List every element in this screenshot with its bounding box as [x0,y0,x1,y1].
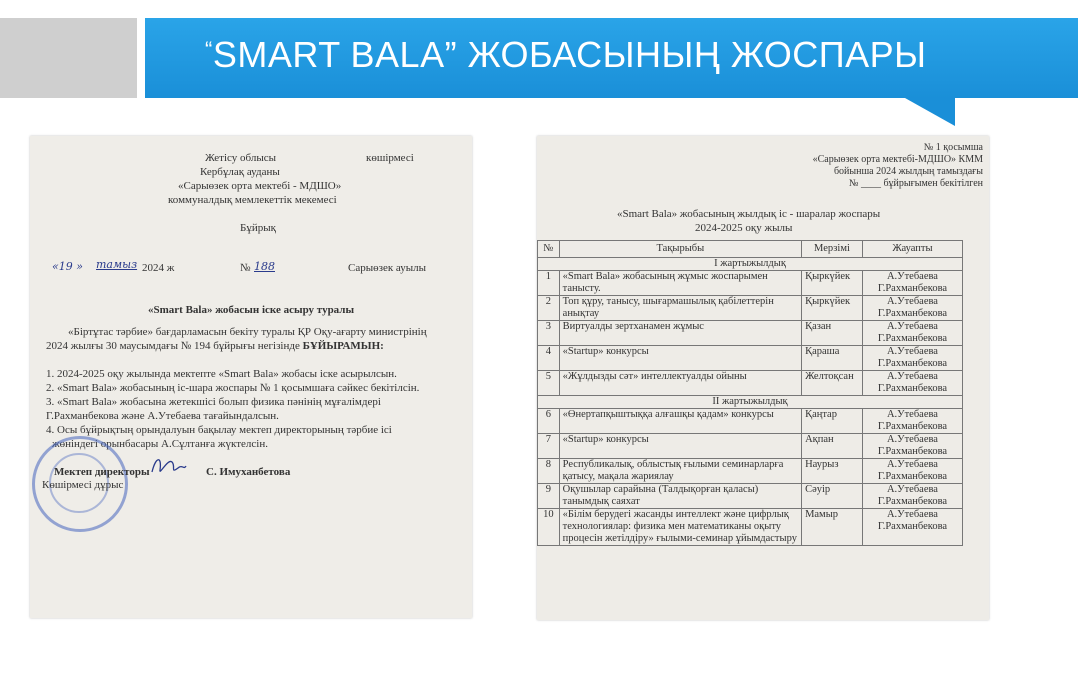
table-row [538,371,963,396]
order-item-2: 2. «Smart Bala» жобасының іс-шара жоспары № 1 қосымшаға сәйкес бекітілсін. [46,382,420,394]
row-term: Қараша [802,346,863,371]
row-topic: «Өнертапқыштыққа алғашқы қадам» конкурсы [559,409,801,434]
director-label: Мектеп директоры [54,466,150,478]
header-topic: Тақырыбы [559,241,801,258]
page-title: “SMART BALA” ЖОБАСЫНЫҢ ЖОСПАРЫ [205,34,927,75]
order-preamble-bold: БҰЙЫРАМЫН: [302,340,384,352]
row-topic: Виртуалды зертханамен жұмыс [559,321,801,346]
table-row [538,346,963,371]
row-topic: Республикалық, облыстық ғылыми семинарларға қатысу, мақала жариялау [559,459,801,484]
resp-name-1: А.Утебаева [886,459,938,470]
order-item-4b: жөніндегі орынбасары А.Сұлтанға жүктелсін. [52,438,268,450]
table-header-row [538,241,963,258]
order-preamble-line2 [46,340,384,352]
order-date-month: тамыз [96,258,138,271]
row-num: 6 [538,409,560,434]
resp-name-1: А.Утебаева [886,321,938,332]
order-district: Кербұлақ ауданы [200,166,280,178]
row-num: 10 [538,509,560,546]
row-topic: «Жұлдызды сәт» интеллектуалды ойыны [559,371,801,396]
section-row [538,258,963,271]
table-row [538,271,963,296]
table-row [538,459,963,484]
row-num: 3 [538,321,560,346]
resp-name-1: А.Утебаева [886,509,938,520]
row-term: Наурыз [802,459,863,484]
resp-name-2: Г.Рахманбекова [877,308,948,319]
resp-name-2: Г.Рахманбекова [877,521,948,532]
order-institution: коммуналдық мемлекеттік мекемесі [168,194,337,206]
table-row [538,484,963,509]
order-number-label: № [240,262,251,274]
header-num: № [538,241,560,258]
resp-name-2: Г.Рахманбекова [877,496,948,507]
resp-name-1: А.Утебаева [886,371,938,382]
row-term: Мамыр [802,509,863,546]
row-resp [862,271,962,296]
header-term: Мерзімі [802,241,863,258]
row-term: Сәуір [802,484,863,509]
row-num: 2 [538,296,560,321]
row-resp [862,296,962,321]
order-item-4a: 4. Осы бұйрықтың орындалуын бақылау мектеп директорының тәрбие ісі [46,424,392,436]
banner-tail [905,98,955,126]
row-num: 8 [538,459,560,484]
director-signature [148,452,188,480]
order-region: Жетісу облысы [205,152,277,164]
order-school: «Сарыөзек орта мектебі - МДШО» [178,180,342,192]
row-term: Қаңтар [802,409,863,434]
row-topic: «Startup» конкурсы [559,434,801,459]
plan-year: 2024-2025 оқу жылы [695,222,793,234]
row-resp [862,459,962,484]
row-term: Қазан [802,321,863,346]
row-term: Желтоқсан [802,371,863,396]
section-row [538,396,963,409]
row-resp [862,321,962,346]
plan-title: «Smart Bala» жобасының жылдық іс - шаралар жоспары [617,208,881,220]
resp-name-2: Г.Рахманбекова [877,283,948,294]
resp-name-1: А.Утебаева [886,434,938,445]
row-topic: «Smart Bala» жобасының жұмыс жоспарымен танысту. [559,271,801,296]
copy-correct: Көшірмесі дұрыс [42,479,124,491]
resp-name-1: А.Утебаева [886,409,938,420]
section-2-label: ІІ жартыжылдық [538,396,963,409]
order-date-day: «19 » [52,260,83,273]
row-topic: Топ құру, танысу, шығармашылық қабілеттерін анықтау [559,296,801,321]
plan-table [537,240,963,546]
decor-grey-block [0,18,137,98]
row-term: Ақпан [802,434,863,459]
order-item-3a: 3. «Smart Bala» жобасына жетекшісі болып физика пәнінің мұғалімдері [46,396,381,408]
order-number-value: 188 [254,260,275,273]
row-topic: «Білім берудегі жасанды интеллект және цифрлық технологиялар: физика мен математиканы оқыту процесін жетілдіру» ғылыми-семинар ұйымдастыру [559,509,801,546]
row-num: 4 [538,346,560,371]
annex-line-3: бойынша 2024 жылдың тамыздағы [833,166,983,177]
row-num: 1 [538,271,560,296]
resp-name-1: А.Утебаева [886,271,938,282]
row-resp [862,409,962,434]
row-term: Қыркүйек [802,296,863,321]
director-name: С. Имуханбетова [206,466,291,478]
plan-document [537,136,989,620]
order-doc-type: Бұйрық [240,222,276,234]
row-topic: «Startup» конкурсы [559,346,801,371]
resp-name-2: Г.Рахманбекова [877,471,948,482]
resp-name-2: Г.Рахманбекова [877,358,948,369]
row-resp [862,509,962,546]
table-row [538,409,963,434]
row-num: 7 [538,434,560,459]
resp-name-2: Г.Рахманбекова [877,333,948,344]
resp-name-1: А.Утебаева [886,346,938,357]
row-term: Қыркүйек [802,271,863,296]
resp-name-1: А.Утебаева [886,484,938,495]
section-1-label: І жартыжылдық [538,258,963,271]
table-row [538,509,963,546]
header-resp: Жауапты [862,241,962,258]
resp-name-1: А.Утебаева [886,296,938,307]
order-document [30,136,472,618]
row-resp [862,484,962,509]
row-topic: Оқушылар сарайына (Талдықорған қаласы) танымдық саяхат [559,484,801,509]
annex-line-4: № ____ бұйрығымен бекітілген [848,178,983,189]
order-preamble-text: 2024 жылғы 30 маусымдағы № 194 бұйрығы негізінде [46,340,300,352]
order-date-year: 2024 ж [142,262,175,274]
table-row [538,296,963,321]
order-preamble-line1: «Біртұтас тәрбие» бағдарламасын бекіту туралы ҚР Оқу-ағарту министрінің [68,326,427,338]
row-num: 9 [538,484,560,509]
annex-line-1: № 1 қосымша [923,142,983,153]
order-subject: «Smart Bala» жобасын іске асыру туралы [148,304,355,316]
table-row [538,321,963,346]
row-resp [862,346,962,371]
order-place: Сарыөзек ауылы [348,262,427,274]
annex-line-2: «Сарыөзек орта мектебі-МДШО» КММ [812,154,983,165]
resp-name-2: Г.Рахманбекова [877,421,948,432]
table-row [538,434,963,459]
order-item-1: 1. 2024-2025 оқу жылында мектепте «Smart Bala» жобасы іске асырылсын. [46,368,397,380]
resp-name-2: Г.Рахманбекова [877,383,948,394]
row-resp [862,371,962,396]
order-copy-mark: көшірмесі [366,152,414,164]
row-num: 5 [538,371,560,396]
row-resp [862,434,962,459]
order-item-3b: Г.Рахманбекова және А.Утебаева тағайындалсын. [46,410,279,422]
resp-name-2: Г.Рахманбекова [877,446,948,457]
